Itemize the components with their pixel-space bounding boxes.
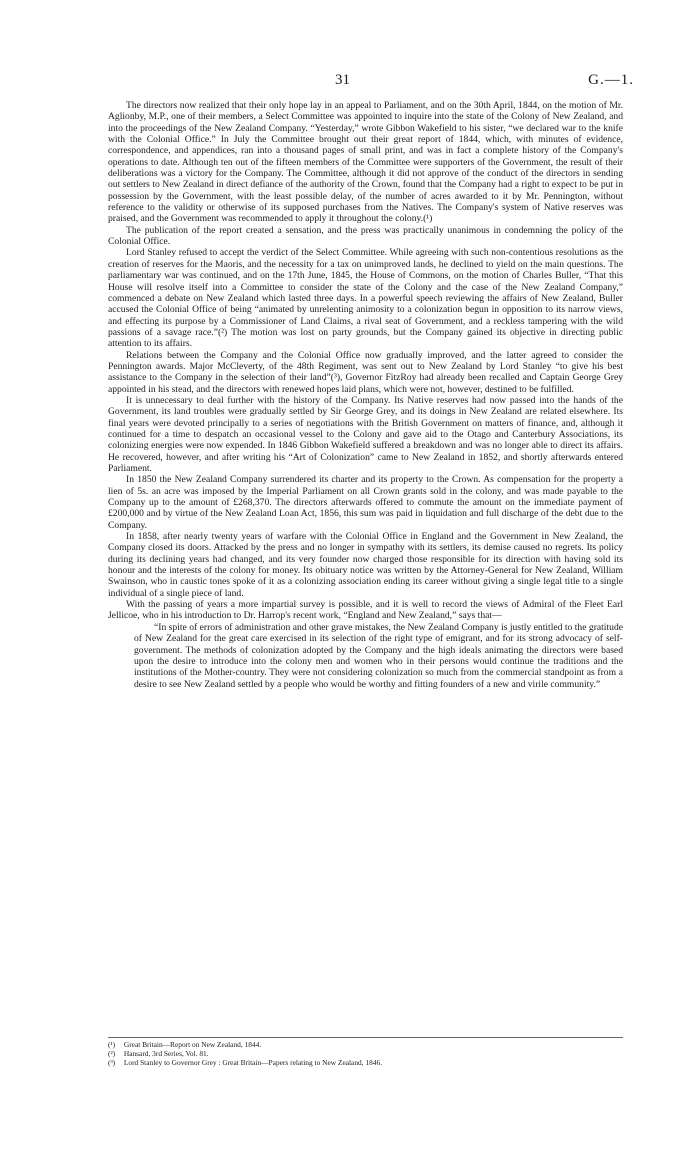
footnote bbox=[108, 1040, 623, 1049]
paragraph: With the passing of years a more impartial survey is possible, and it is well to record the views of Admiral of the Fleet Earl Jellicoe, who in his introduction to Dr. Harrop's recent work, “England and New Zealand,” says that— bbox=[108, 599, 623, 622]
footnote-mark: (³) bbox=[108, 1058, 116, 1068]
document-reference: G.—1. bbox=[588, 72, 634, 88]
paragraph: The directors now realized that their only hope lay in an appeal to Parliament, and on the 30th April, 1844, on the motion of Mr. Aglionby, M.P., one of their members, a Select Committee was appointed to inquire into the state of the Colony of New Zealand, and into the proceedings of the New Zealand Company. “Yesterday,” wrote Gibbon Wakefield to his sister, “we declared war to the knife with the Colonial Office.” In July the Committee brought out their great report of 1844, which, with minutes of evidence, correspondence, and appendices, ran into a thousand pages of small print, and was in fact a complete history of the Company's operations to date. Although ten out of the fifteen members of the Committee were supporters of the Government, the result of their deliberations was a victory for the Company. The Committee, although it did not approve of the conduct of the directors in sending out settlers to New Zealand in direct defiance of the authority of the Crown, found that the Company had a right to expect to be put in possession by the Government, with the least possible delay, of the number of acres awarded to it by Mr. Pennington, without reference to the validity or otherwise of its supposed purchases from the Natives. The Company's system of Native reserves was praised, and the Government was recommended to apply it throughout the colony.(¹) bbox=[108, 100, 623, 225]
paragraph: It is unnecessary to deal further with the history of the Company. Its Native reserves had now passed into the hands of the Government, its land troubles were gradually settled by Sir George Grey, and its doings in New Zealand are related elsewhere. Its final years were devoted principally to a series of negotiations with the British Government on matters of finance, and, although it continued for a time to despatch an occasional vessel to the Colony and gave aid to the Otago and Canterbury Associations, its colonizing energies were now expended. In 1846 Gibbon Wakefield suffered a breakdown and was no longer able to direct its affairs. He recovered, however, and after writing his “Art of Colonization” came to New Zealand in 1852, and shortly afterwards entered Parliament. bbox=[108, 394, 623, 474]
footnote-text: Lord Stanley to Governor Grey : Great Britain—Papers relating to New Zealand, 1846. bbox=[123, 1058, 383, 1068]
paragraph: In 1858, after nearly twenty years of warfare with the Colonial Office in England and the Government in New Zealand, the Company closed its doors. Attacked by the press and no longer in sympathy with its settlers, its demise caused no regrets. Its policy during its declining years had changed, and its very founder now charged those responsible for its direction with having sold its honour and the interests of the colony for money. Its obituary notice was written by the Attorney-General for New Zealand, William Swainson, who in caustic tones spoke of it as a colonizing association ending its career without giving a single legal title to a single individual of a single piece of land. bbox=[108, 531, 623, 599]
page-number: 31 bbox=[335, 72, 350, 88]
paragraph: Relations between the Company and the Colonial Office now gradually improved, and the latter agreed to consider the Pennington awards. Major McCleverty, of the 48th Regiment, was sent out to New Zealand by Lord Stanley “to give his best assistance to the Company in the selection of their land”(³), Governor FitzRoy had already been recalled and Captain George Grey appointed in his stead, and the directors with renewed hopes laid plans, which were not, however, destined to be fulfilled. bbox=[108, 349, 623, 395]
footnote-mark: (¹) bbox=[108, 1040, 116, 1049]
paragraph: Lord Stanley refused to accept the verdict of the Select Committee. While agreeing with such non-contentious resolutions as the creation of reserves for the Maoris, and the necessity for a tax on unimproved lands, he declined to yield on the main questions. The parliamentary war was continued, and on the 17th June, 1845, the House of Commons, on the motion of Charles Buller, “That this House will resolve itself into a Committee to consider the state of the Colony and the case of the New Zealand Company,” commenced a debate on New Zealand which lasted three days. In a powerful speech reviewing the affairs of New Zealand, Buller accused the Colonial Office of being “animated by unrelenting animosity to a colonization begun in opposition to its narrow views, and effecting its purpose by a Commissioner of Land Claims, a rival seat of Government, and a reckless tampering with the wild passions of a savage race.”(²) The motion was lost on party grounds, but the Company gained its objective in directing public attention to its affairs. bbox=[108, 247, 623, 350]
footnote-text: Hansard, 3rd Series, Vol. 81. bbox=[123, 1049, 209, 1059]
block-quote: “In spite of errors of administration and other grave mistakes, the New Zealand Company is justly entitled to the gratitude of New Zealand for the great care exercised in its selection of the right type of emigrant, and for its strong advocacy of self-government. The methods of colonization adopted by the Company and the high ideals animating the directors were based upon the desire to introduce into the colony men and women who in their persons would continue the traditions and the institutions of the Mother-country. They were not considering colonization so much from the commercial standpoint as from a desire to see New Zealand settled by a people who would be worthy and fitting founders of a new and virile community.” bbox=[134, 621, 623, 690]
footnote-text: Great Britain—Report on New Zealand, 1844. bbox=[123, 1040, 262, 1049]
paragraph: In 1850 the New Zealand Company surrendered its charter and its property to the Crown. As compensation for the property a lien of 5s. an acre was imposed by the Imperial Parliament on all Crown grants sold in the colony, and was made payable to the Company up to the amount of £268,370. The directors afterwards offered to commute the amount on the immediate payment of £200,000 and by virtue of the New Zealand Loan Act, 1856, this sum was paid in liquidation and full discharge of the debt due to the Company. bbox=[108, 474, 623, 531]
footnotes bbox=[108, 1037, 623, 1068]
footnote-mark: (²) bbox=[108, 1049, 116, 1059]
footnote bbox=[108, 1058, 623, 1067]
paragraph: The publication of the report created a sensation, and the press was practically unanimous in condemning the policy of the Colonial Office. bbox=[108, 224, 623, 248]
page-header bbox=[0, 72, 700, 92]
body-text bbox=[108, 100, 623, 690]
footnote bbox=[108, 1049, 623, 1058]
